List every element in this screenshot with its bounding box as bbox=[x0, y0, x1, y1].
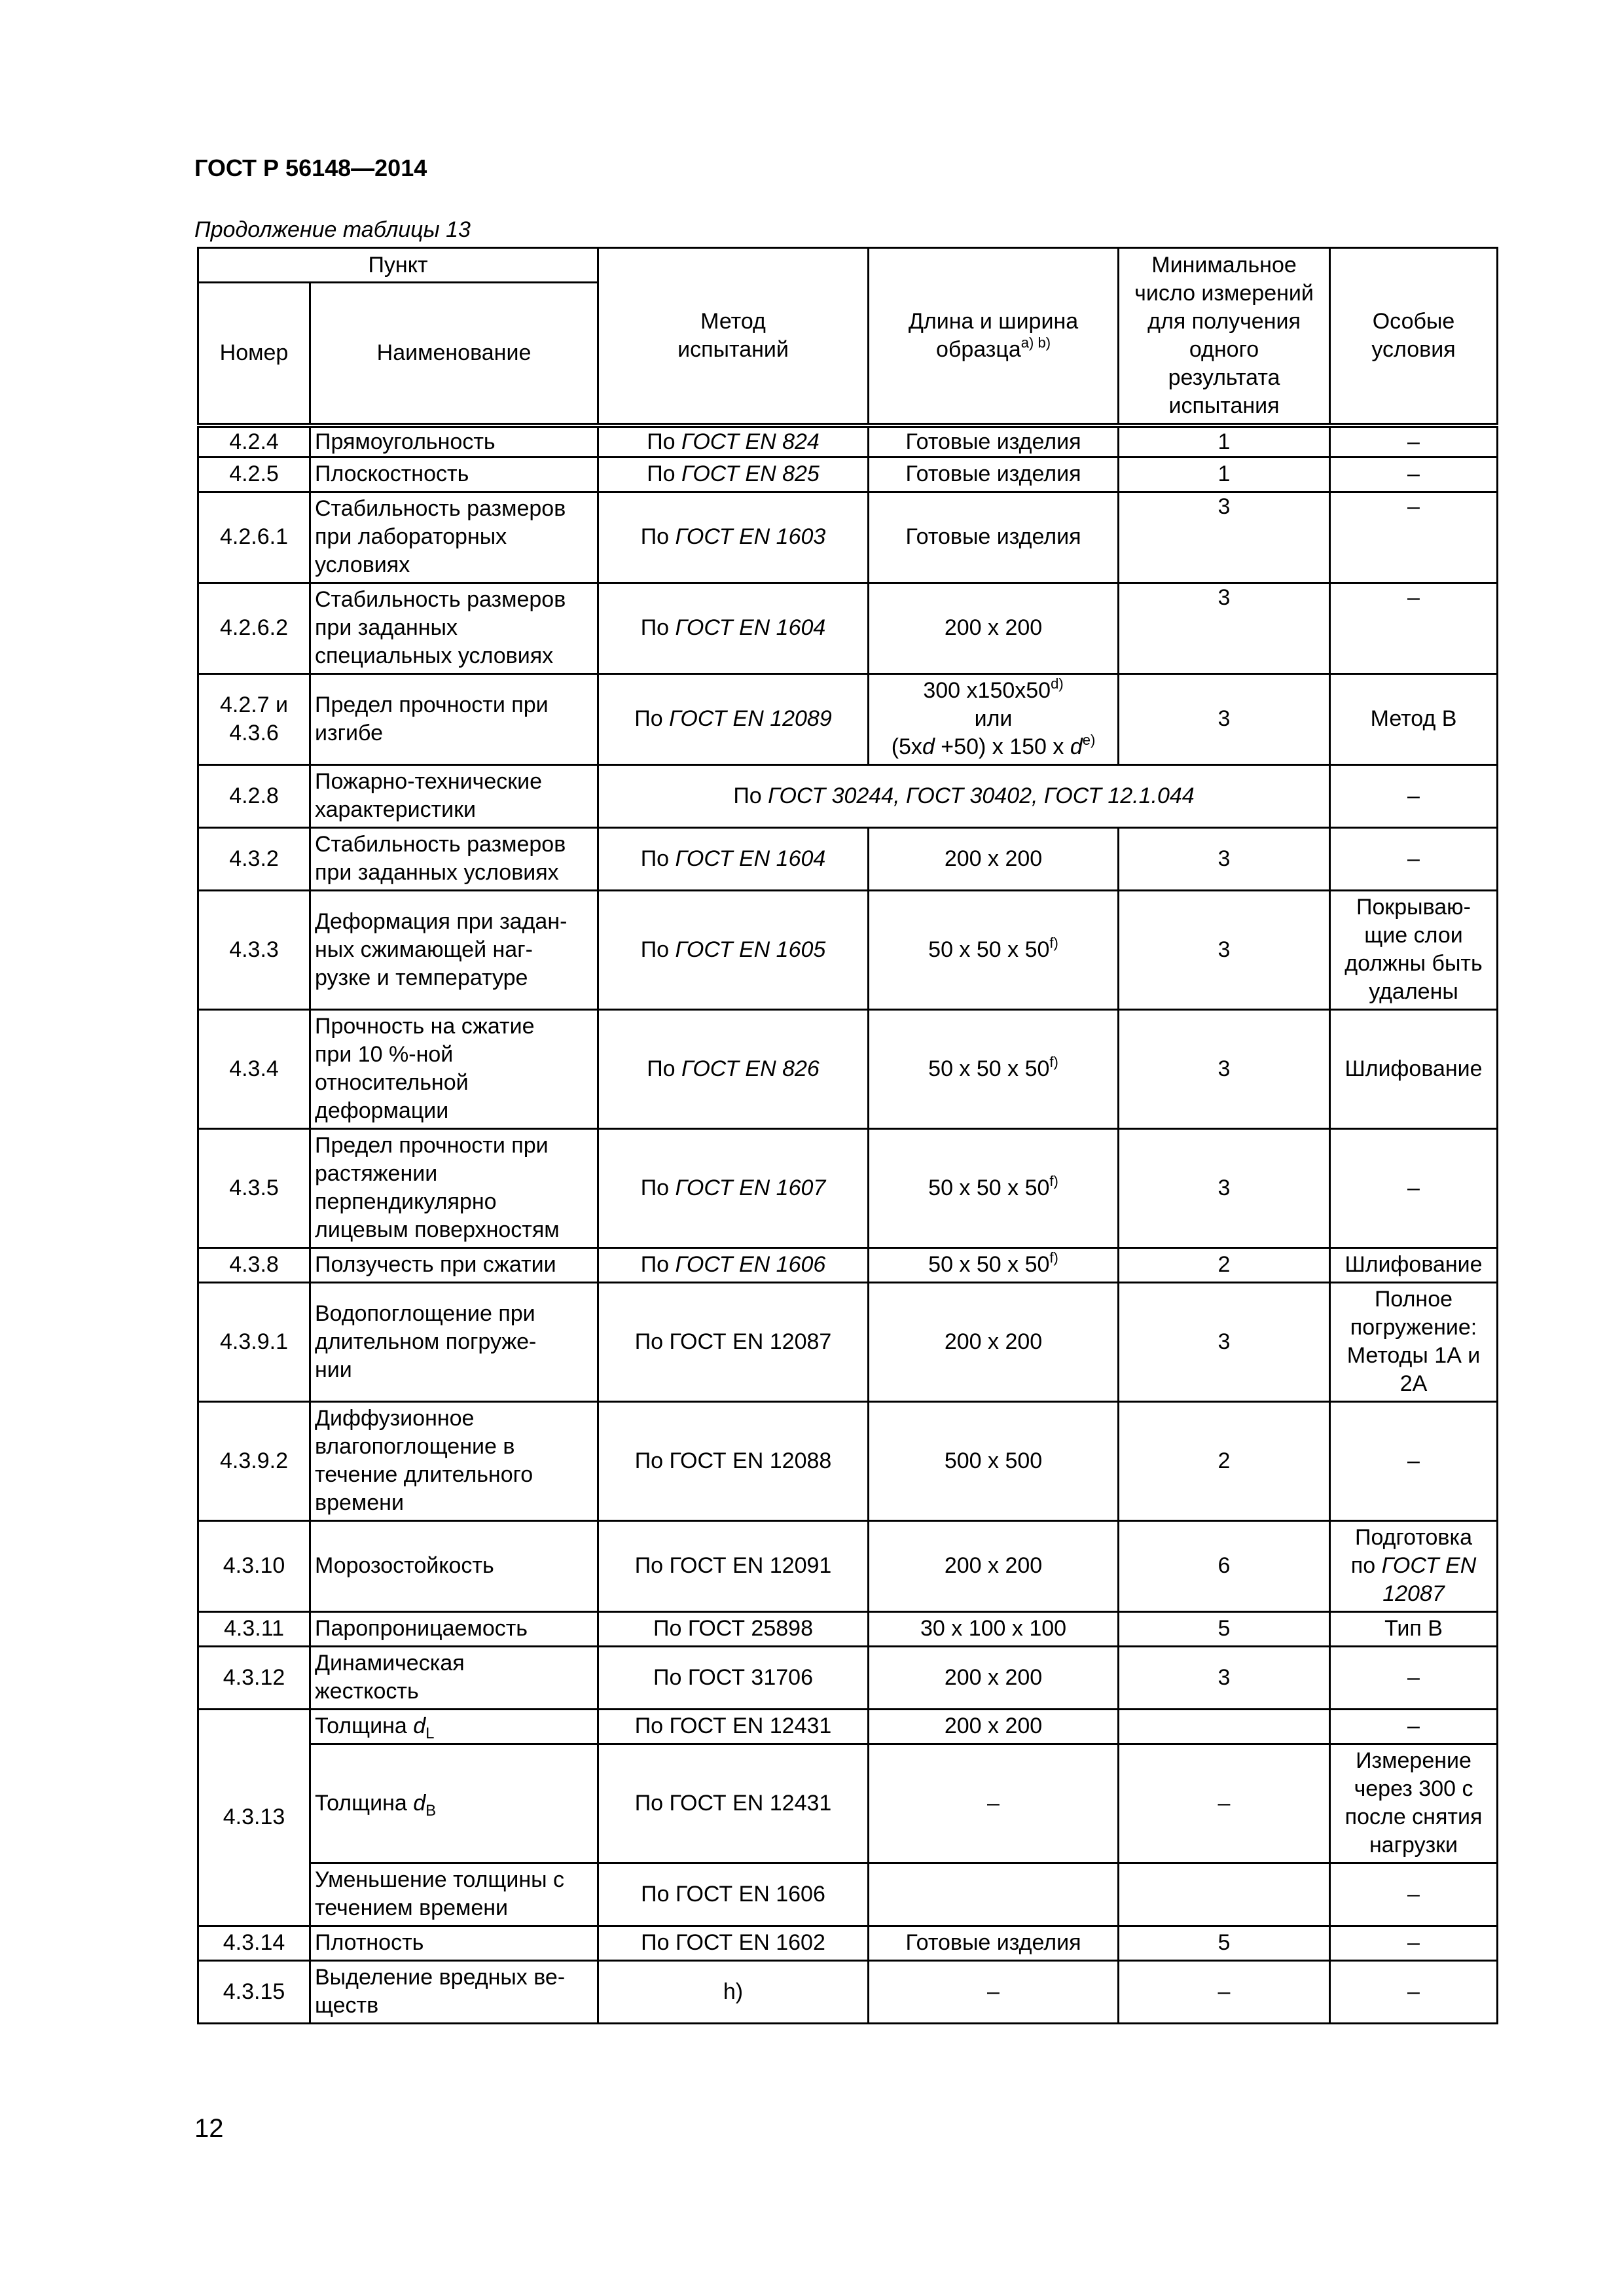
table-row: 4.3.12 Динамическая жесткость По ГОСТ 31706 200 x 200 3 – bbox=[198, 1646, 1498, 1709]
header-item: Пункт bbox=[198, 248, 598, 283]
table-row: 4.3.15 Выделение вредных ве- ществ h) – – – bbox=[198, 1960, 1498, 2023]
table-row: 4.3.4 Прочность на сжатие при 10 %-ной относительной деформации По ГОСТ EN 826 50 x 50 x 50$^{f)}$ 3 Шлифование bbox=[198, 1009, 1498, 1128]
header-size: Длина и ширина образца$^{a) b)}$ bbox=[869, 248, 1119, 425]
table-row: 4.3.9.1 Водопоглощение при длительном погруже- нии По ГОСТ EN 12087 200 x 200 3 Полное погружение: Методы 1А и 2А bbox=[198, 1282, 1498, 1401]
table-row: 4.3.8 Ползучесть при сжатии По ГОСТ EN 1606 50 x 50 x 50$^{f)}$ 2 Шлифование bbox=[198, 1247, 1498, 1282]
table-row: 4.2.7 и 4.3.6 Предел прочности при изгибе По ГОСТ EN 12089 300 x150x50$^{d)}$ или (5xd +50) x 150 x $d^{e)}$ 3 Метод B bbox=[198, 673, 1498, 764]
table-row: 4.3.10 Морозостойкость По ГОСТ EN 12091 200 x 200 6 Подготовка по ГОСТ EN 12087 bbox=[198, 1520, 1498, 1611]
table-row: 4.2.5 Плоскостность По ГОСТ EN 825 Готовые изделия 1 – bbox=[198, 457, 1498, 492]
header-name: Наименование bbox=[310, 283, 598, 425]
header-min-count: Минимальное число измерений для получения одного результата испытания bbox=[1119, 248, 1330, 425]
table-row: 4.3.13 Толщина $d_L$ По ГОСТ EN 12431 200 x 200 – bbox=[198, 1709, 1498, 1744]
table-row: 4.3.5 Предел прочности при растяжении перпендикулярно лицевым поверхностям По ГОСТ EN 1607 50 x 50 x 50$^{f)}$ 3 – bbox=[198, 1128, 1498, 1247]
header-method: Метод испытаний bbox=[598, 248, 869, 425]
table-row: 4.3.3 Деформация при задан- ных сжимающей наг- рузке и температуре По ГОСТ EN 1605 50 x 50 x 50$^{f)}$ 3 Покрываю- щие слои должны быть удалены bbox=[198, 890, 1498, 1009]
table-row: 4.3.11 Паропроницаемость По ГОСТ 25898 30 x 100 x 100 5 Тип B bbox=[198, 1611, 1498, 1646]
table-row: 4.3.9.2 Диффузионное влагопоглощение в течение длительного времени По ГОСТ EN 12088 500 x 500 2 – bbox=[198, 1401, 1498, 1520]
table-row: 4.3.2 Стабильность размеров при заданных условиях По ГОСТ EN 1604 200 x 200 3 – bbox=[198, 827, 1498, 890]
document-title: ГОСТ Р 56148—2014 bbox=[194, 154, 427, 181]
table-row: Толщина $d_B$ По ГОСТ EN 12431 – – Измерение через 300 с после снятия нагрузки bbox=[198, 1744, 1498, 1863]
header-conditions: Особые условия bbox=[1330, 248, 1498, 425]
header-number: Номер bbox=[198, 283, 310, 425]
table-row: 4.2.6.2 Стабильность размеров при заданных специальных условиях По ГОСТ EN 1604 200 x 200 3 – bbox=[198, 583, 1498, 673]
table-caption: Продолжение таблицы 13 bbox=[194, 217, 471, 242]
test-methods-table bbox=[197, 247, 1498, 2024]
table-row: 4.3.14 Плотность По ГОСТ EN 1602 Готовые изделия 5 – bbox=[198, 1926, 1498, 1960]
table-row: Уменьшение толщины с течением времени По ГОСТ EN 1606 – bbox=[198, 1863, 1498, 1926]
table-row: 4.2.4 Прямоугольность По ГОСТ EN 824 Готовые изделия 1 – bbox=[198, 425, 1498, 457]
table-row: 4.2.6.1 Стабильность размеров при лабораторных условиях По ГОСТ EN 1603 Готовые изделия 3 – bbox=[198, 492, 1498, 583]
table-row: 4.2.8 Пожарно-технические характеристики По ГОСТ 30244, ГОСТ 30402, ГОСТ 12.1.044 – bbox=[198, 764, 1498, 827]
page-number: 12 bbox=[194, 2114, 224, 2143]
